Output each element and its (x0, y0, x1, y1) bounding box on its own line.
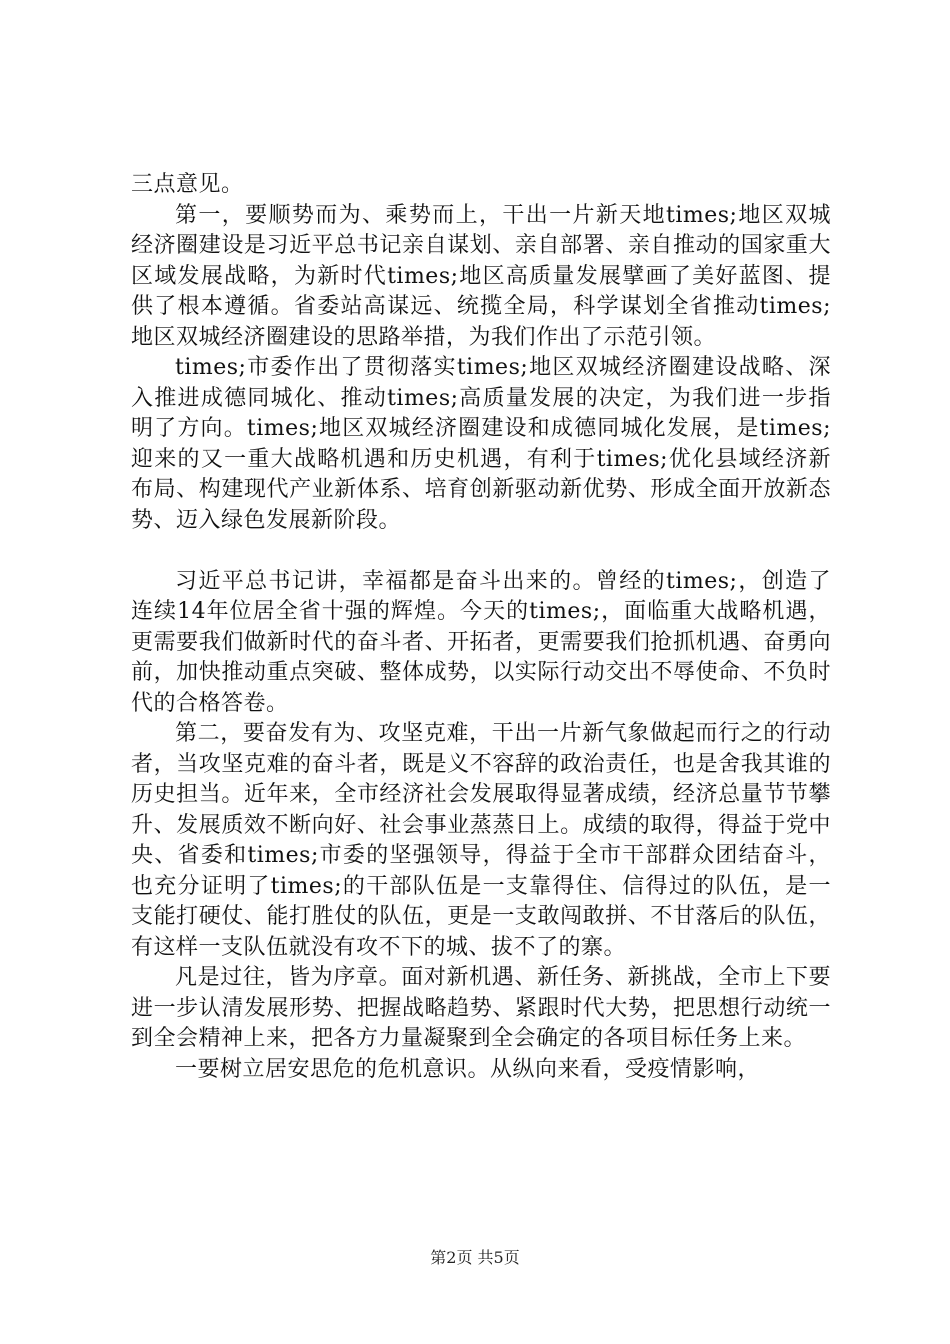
page-number-footer: 第2页 共5页 (430, 1248, 520, 1267)
paragraph-city-committee: times;市委作出了贯彻落实times;地区双城经济圈建设战略、深入推进成德同城化、推动times;高质量发展的决定，为我们进一步指明了方向。times;地区双城经济圈建设和成德同城化发展，是times;迎来的又一重大战略机遇和历史机遇，有利于times;优化县域经济新布局、构建现代产业新体系、培育创新驱动新优势、形成全面开放新态势、迈入绿色发展新阶段。 (131, 355, 831, 533)
paragraph-prologue: 凡是过往，皆为序章。面对新机遇、新任务、新挑战，全市上下要进一步认清发展形势、把握战略趋势、紧跟时代大势，把思想行动统一到全会精神上来，把各方力量凝聚到全会确定的各项目标任务上来。 (131, 965, 831, 1051)
paragraph-crisis-awareness: 一要树立居安思危的危机意识。从纵向来看，受疫情影响， (175, 1056, 761, 1082)
paragraph-first-point: 第一，要顺势而为、乘势而上，干出一片新天地times;地区双城经济圈建设是习近平总书记亲自谋划、亲自部署、亲自推动的国家重大区域发展战略，为新时代times;地区高质量发展擘画了美好蓝图、提供了根本遵循。省委站高谋远、统揽全局，科学谋划全省推动times;地区双城经济圈建设的思路举措，为我们作出了示范引领。 (131, 202, 831, 350)
paragraph-opening: 三点意见。 (131, 172, 244, 197)
paragraph-struggle: 习近平总书记讲，幸福都是奋斗出来的。曾经的times;，创造了连续14年位居全省十强的辉煌。今天的times;，面临重大战略机遇，更需要我们做新时代的奋斗者、开拓者，更需要我们抢抓机遇、奋勇向前，加快推动重点突破、整体成势，以实际行动交出不辱使命、不负时代的合格答卷。 (131, 568, 831, 716)
paragraph-second-point: 第二，要奋发有为、攻坚克难，干出一片新气象做起而行之的行动者，当攻坚克难的奋斗者，既是义不容辞的政治责任，也是舍我其谁的历史担当。近年来，全市经济社会发展取得显著成绩，经济总量节节攀升、发展质效不断向好、社会事业蒸蒸日上。成绩的取得，得益于党中央、省委和times;市委的坚强领导，得益于全市干部群众团结奋斗，也充分证明了times;的干部队伍是一支靠得住、信得过的队伍，是一支能打硬仗、能打胜仗的队伍，更是一支敢闯敢拼、不甘落后的队伍，有这样一支队伍就没有攻不下的城、拔不了的寨。 (131, 721, 831, 960)
document-body (131, 170, 831, 1085)
